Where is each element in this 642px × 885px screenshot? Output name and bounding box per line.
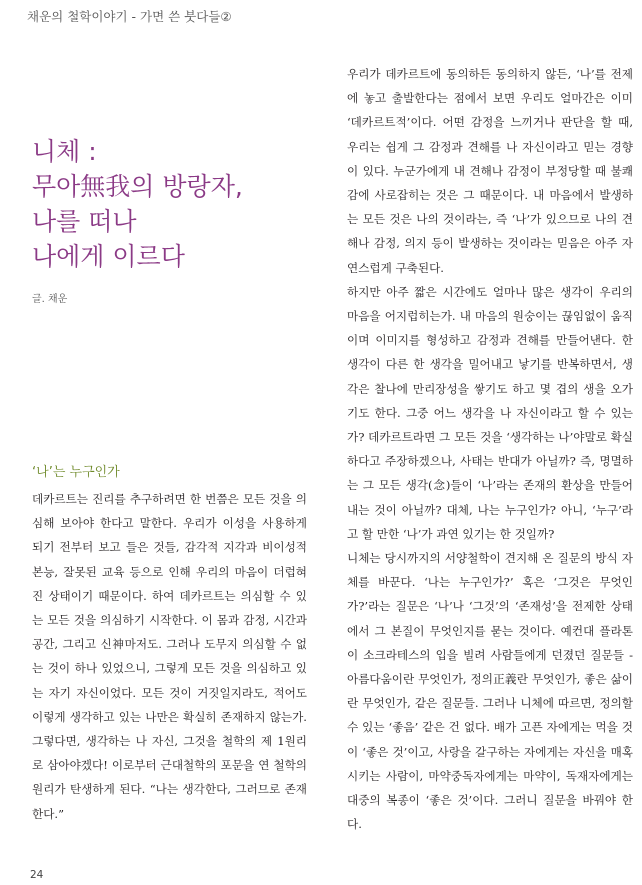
section-heading: ‘나’는 누구인가 [32, 465, 120, 480]
article-title [32, 134, 322, 274]
title-line: 니체 : [32, 137, 97, 166]
running-head: 채운의 철학이야기 - 가면 쓴 붓다들② [27, 9, 232, 24]
left-column [32, 487, 307, 826]
paragraph: 하지만 아주 짧은 시간에도 얼마나 많은 생각이 우리의 마음을 어지럽히는가. 내 마음의 원숭이는 끊임없이 움직이며 이미지를 형성하고 감정과 견해를 만들어낸다. 한 생각이 다른 한 생각을 밀어내고 낳기를 반복하면서, 생각은 찰나에 만리장성을 쌓기도 하고 몇 겹의 생을 오가기도 한다. 그중 어느 생각을 나 자신이라고 할 수 있는가? 데카르트라면 그 모든 것을 ‘생각하는 나’야말로 확실하다고 주장하겠으나, 사태는 반대가 아닐까? 즉, 명멸하는 그 모든 생각(念)들이 ‘나’라는 존재의 환상을 만들어내는 것이 아닐까? 대체, 나는 누구인가? 아니, ‘누구’라고 할 만한 ‘나’가 과연 있기는 한 것일까? [347, 284, 633, 541]
page-number: 24 [30, 869, 44, 881]
paragraph: 데카르트는 진리를 추구하려면 한 번쯤은 모든 것을 의심해 보아야 한다고 말한다. 우리가 이성을 사용하게 되기 전부터 보고 들은 것들, 감각적 지각과 비이성적 본능, 잘못된 교육 등으로 인해 우리의 마음이 더럽혀진 상태이기 때문이다. 하여 데카르트는 의심할 수 있는 모든 것을 의심하기 시작한다. 이 몸과 감정, 시간과 공간, 그리고 신神마저도. 그러나 도무지 의심할 수 없는 것이 하나 있었으니, 그렇게 모든 것을 의심하고 있는 자기 자신이었다. 모든 것이 거짓일지라도, 적어도 이렇게 생각하고 있는 나만은 확실히 존재하지 않는가. 그렇다면, 생각하는 나 자신, 그것을 철학의 제 1원리로 삼아야겠다! 이로부터 근대철학의 포문을 연 철학의 원리가 탄생하게 된다. “나는 생각한다, 그러므로 존재한다.” [32, 492, 307, 821]
title-line: 나를 떠나 [32, 207, 137, 236]
paragraph: 우리가 데카르트에 동의하든 동의하지 않든, ‘나’를 전제에 놓고 출발한다는 점에서 보면 우리도 얼마간은 이미 ‘데카르트적’이다. 어떤 감정을 느끼거나 판단을 할 때, 우리는 쉽게 그 감정과 견해를 나 자신이라고 믿는 경향이 있다. 누군가에게 내 견해나 감정이 부정당할 때 불쾌감에 사로잡히는 것은 그 때문이다. 내 마음에서 발생하는 모든 것은 나의 것이라는, 즉 ‘나’가 있으므로 나의 견해나 감정, 의지 등이 발생하는 것이라는 믿음은 아주 자연스럽게 구축된다. [347, 67, 633, 275]
byline: 글. 채운 [32, 294, 68, 305]
title-line: 무아無我의 방랑자, [32, 172, 243, 201]
title-line: 나에게 이르다 [32, 242, 185, 271]
right-column [347, 62, 633, 837]
paragraph: 니체는 당시까지의 서양철학이 견지해 온 질문의 방식 자체를 바꾼다. ‘나는 누구인가?’ 혹은 ‘그것은 무엇인가?’라는 질문은 ‘나’나 ‘그것’의 ‘존재성’을 전제한 상태에서 그 본질이 무엇인지를 묻는 것이다. 예컨대 플라톤이 소크라테스의 입을 빌려 사람들에게 던졌던 질문들 - 아름다움이란 무엇인가, 정의正義란 무엇인가, 좋은 삶이란 무엇인가, 같은 질문들. 그러나 니체에 따르면, 정의할 수 있는 ‘좋음’ 같은 건 없다. 배가 고픈 자에게는 먹을 것이 ‘좋은 것’이고, 사랑을 갈구하는 자에게는 자신을 매혹시키는 사람이, 마약중독자에게는 마약이, 독재자에게는 대중의 복종이 ‘좋은 것’이다. 그러니 질문을 바꿔야 한다. [347, 551, 633, 832]
